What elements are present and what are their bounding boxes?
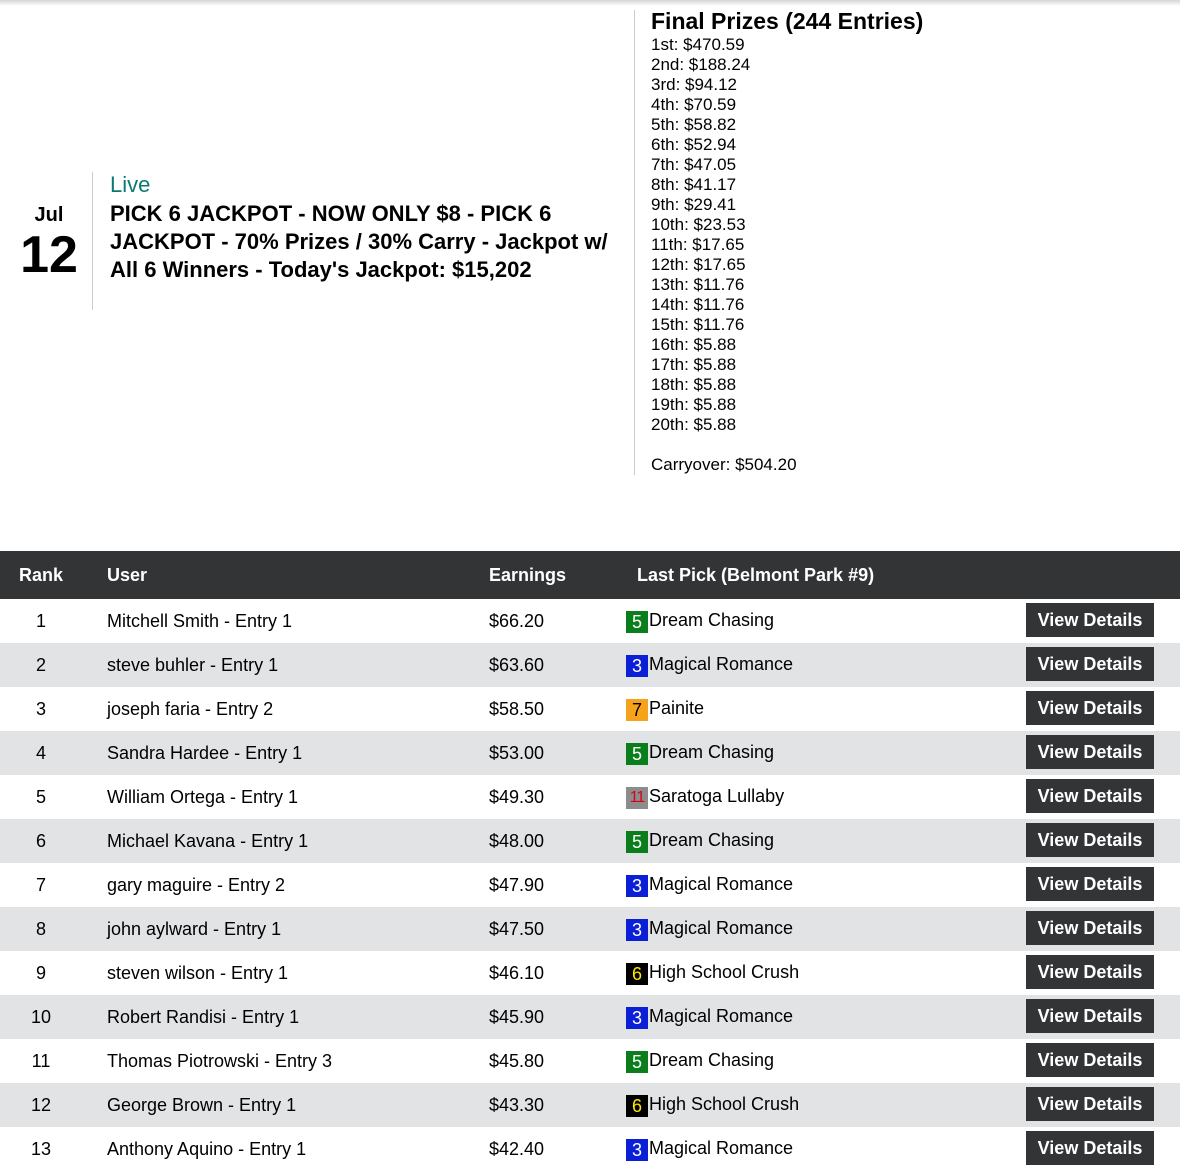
saddle-cloth-badge: 6 <box>626 1095 648 1117</box>
horse-name: Magical Romance <box>649 1138 794 1159</box>
horse-name: Magical Romance <box>649 874 794 895</box>
row-user: Anthony Aquino - Entry 1 <box>107 1139 307 1159</box>
row-earnings: $42.40 <box>489 1139 545 1159</box>
table-row <box>0 1039 1180 1083</box>
header-last-pick: Last Pick (Belmont Park #9) <box>637 565 875 585</box>
view-details-button[interactable]: View Details <box>1026 867 1154 901</box>
row-last-pick <box>626 907 793 952</box>
event-date <box>18 203 80 284</box>
row-user: steve buhler - Entry 1 <box>107 655 279 675</box>
table-row <box>0 1083 1180 1127</box>
row-last-pick <box>626 1039 774 1084</box>
prize-line: 2nd: $188.24 <box>651 55 751 74</box>
prize-line: 16th: $5.88 <box>651 335 737 354</box>
row-rank: 5 <box>35 787 46 807</box>
row-earnings: $46.10 <box>489 963 545 983</box>
row-last-pick <box>626 731 774 776</box>
table-row <box>0 907 1180 951</box>
row-rank: 9 <box>35 963 46 983</box>
prize-line: 17th: $5.88 <box>651 355 737 374</box>
saddle-cloth-badge: 5 <box>626 743 648 765</box>
row-last-pick <box>626 1083 799 1128</box>
saddle-cloth-badge: 5 <box>626 831 648 853</box>
prize-line: 13th: $11.76 <box>651 275 745 294</box>
row-rank: 2 <box>35 655 46 675</box>
row-earnings: $66.20 <box>489 611 545 631</box>
row-earnings: $49.30 <box>489 787 545 807</box>
row-last-pick <box>626 775 784 820</box>
view-details-button[interactable]: View Details <box>1026 999 1154 1033</box>
row-user: Michael Kavana - Entry 1 <box>107 831 309 851</box>
prizes-divider <box>634 10 635 475</box>
row-user: Mitchell Smith - Entry 1 <box>107 611 293 631</box>
view-details-button[interactable]: View Details <box>1026 955 1154 989</box>
row-user: Robert Randisi - Entry 1 <box>107 1007 300 1027</box>
top-shadow <box>0 0 1180 6</box>
leaderboard-table <box>0 551 1180 1171</box>
horse-name: Saratoga Lullaby <box>649 786 785 807</box>
horse-name: Dream Chasing <box>649 742 775 763</box>
table-row <box>0 687 1180 731</box>
table-row <box>0 731 1180 775</box>
view-details-button[interactable]: View Details <box>1026 1131 1154 1165</box>
row-rank: 7 <box>35 875 46 895</box>
leaderboard-header <box>0 551 1180 599</box>
saddle-cloth-badge: 3 <box>626 655 648 677</box>
prize-line: 18th: $5.88 <box>651 375 737 394</box>
saddle-cloth-badge: 3 <box>626 1007 648 1029</box>
event-month: Jul <box>34 204 64 226</box>
prize-line: 4th: $70.59 <box>651 95 737 114</box>
horse-name: Magical Romance <box>649 1006 794 1027</box>
row-last-pick <box>626 951 799 996</box>
table-row <box>0 599 1180 643</box>
saddle-cloth-badge: 3 <box>626 919 648 941</box>
table-row <box>0 951 1180 995</box>
view-details-button[interactable]: View Details <box>1026 691 1154 725</box>
table-row <box>0 863 1180 907</box>
prize-line: 3rd: $94.12 <box>651 75 738 94</box>
row-rank: 8 <box>35 919 46 939</box>
row-earnings: $53.00 <box>489 743 545 763</box>
carryover-amount: Carryover: $504.20 <box>651 455 797 474</box>
header-earnings: Earnings <box>489 565 567 585</box>
prize-line: 14th: $11.76 <box>651 295 745 314</box>
row-rank: 13 <box>30 1139 52 1159</box>
saddle-cloth-badge: 11 <box>626 787 648 809</box>
row-last-pick <box>626 819 774 864</box>
prize-line: 12th: $17.65 <box>651 255 746 274</box>
event-status: Live <box>110 172 151 197</box>
row-earnings: $63.60 <box>489 655 545 675</box>
saddle-cloth-badge: 3 <box>626 1139 648 1161</box>
saddle-cloth-badge: 7 <box>626 699 648 721</box>
horse-name: Dream Chasing <box>649 610 775 631</box>
table-row <box>0 643 1180 687</box>
prize-line: 6th: $52.94 <box>651 135 737 154</box>
horse-name: Magical Romance <box>649 918 794 939</box>
table-row <box>0 819 1180 863</box>
horse-name: Painite <box>649 698 705 719</box>
view-details-button[interactable]: View Details <box>1026 779 1154 813</box>
view-details-button[interactable]: View Details <box>1026 603 1154 637</box>
prize-line: 9th: $29.41 <box>651 195 737 214</box>
row-earnings: $45.80 <box>489 1051 545 1071</box>
prize-line: 20th: $5.88 <box>651 415 737 434</box>
prize-line: 15th: $11.76 <box>651 315 745 334</box>
saddle-cloth-badge: 5 <box>626 611 648 633</box>
prize-line: 1st: $470.59 <box>651 35 745 54</box>
row-rank: 4 <box>35 743 46 763</box>
table-row <box>0 775 1180 819</box>
prize-line: 7th: $47.05 <box>651 155 737 174</box>
row-last-pick <box>626 1127 793 1172</box>
row-last-pick <box>626 687 704 732</box>
row-rank: 6 <box>35 831 46 851</box>
row-user: George Brown - Entry 1 <box>107 1095 297 1115</box>
row-rank: 11 <box>31 1051 51 1071</box>
row-last-pick <box>626 995 793 1040</box>
horse-name: High School Crush <box>649 962 800 983</box>
row-earnings: $58.50 <box>489 699 545 719</box>
saddle-cloth-badge: 5 <box>626 1051 648 1073</box>
header-user: User <box>107 565 148 585</box>
view-details-button[interactable]: View Details <box>1026 647 1154 681</box>
view-details-button[interactable]: View Details <box>1026 911 1154 945</box>
row-rank: 1 <box>35 611 46 631</box>
view-details-button[interactable]: View Details <box>1026 1087 1154 1121</box>
prize-line: 8th: $41.17 <box>651 175 737 194</box>
row-user: john aylward - Entry 1 <box>107 919 282 939</box>
row-user: William Ortega - Entry 1 <box>107 787 299 807</box>
horse-name: High School Crush <box>649 1094 800 1115</box>
event-day: 12 <box>20 226 78 284</box>
view-details-button[interactable]: View Details <box>1026 823 1154 857</box>
prize-line: 11th: $17.65 <box>651 235 745 254</box>
row-earnings: $45.90 <box>489 1007 545 1027</box>
header-rank: Rank <box>19 565 64 585</box>
row-last-pick <box>626 863 793 908</box>
prize-line: 10th: $23.53 <box>651 215 746 234</box>
table-row <box>0 995 1180 1039</box>
view-details-button[interactable]: View Details <box>1026 1043 1154 1077</box>
row-user: Thomas Piotrowski - Entry 3 <box>107 1051 333 1071</box>
date-divider <box>92 172 93 310</box>
prize-line: 5th: $58.82 <box>651 115 737 134</box>
row-earnings: $47.90 <box>489 875 545 895</box>
row-user: gary maguire - Entry 2 <box>107 875 286 895</box>
row-rank: 12 <box>30 1095 52 1115</box>
row-user: Sandra Hardee - Entry 1 <box>107 743 303 763</box>
view-details-button[interactable]: View Details <box>1026 735 1154 769</box>
saddle-cloth-badge: 6 <box>626 963 648 985</box>
event-info <box>110 172 620 284</box>
row-last-pick <box>626 599 774 644</box>
horse-name: Dream Chasing <box>649 830 775 851</box>
row-earnings: $43.30 <box>489 1095 545 1115</box>
prize-line: 19th: $5.88 <box>651 395 737 414</box>
row-rank: 3 <box>35 699 46 719</box>
row-user: joseph faria - Entry 2 <box>107 699 274 719</box>
event-title: PICK 6 JACKPOT - NOW ONLY $8 - PICK 6 JACKPOT - 70% Prizes / 30% Carry - Jackpot w/ All 6 Winners - Today's Jackpot: $15,202 <box>110 201 608 282</box>
row-last-pick <box>626 643 793 688</box>
saddle-cloth-badge: 3 <box>626 875 648 897</box>
horse-name: Magical Romance <box>649 654 794 675</box>
horse-name: Dream Chasing <box>649 1050 775 1071</box>
row-earnings: $48.00 <box>489 831 545 851</box>
prizes-panel <box>651 8 1151 475</box>
table-row <box>0 1127 1180 1171</box>
row-rank: 10 <box>30 1007 52 1027</box>
row-user: steven wilson - Entry 1 <box>107 963 289 983</box>
row-earnings: $47.50 <box>489 919 545 939</box>
leaderboard-rows <box>0 599 1180 1171</box>
prizes-title: Final Prizes (244 Entries) <box>651 8 924 34</box>
